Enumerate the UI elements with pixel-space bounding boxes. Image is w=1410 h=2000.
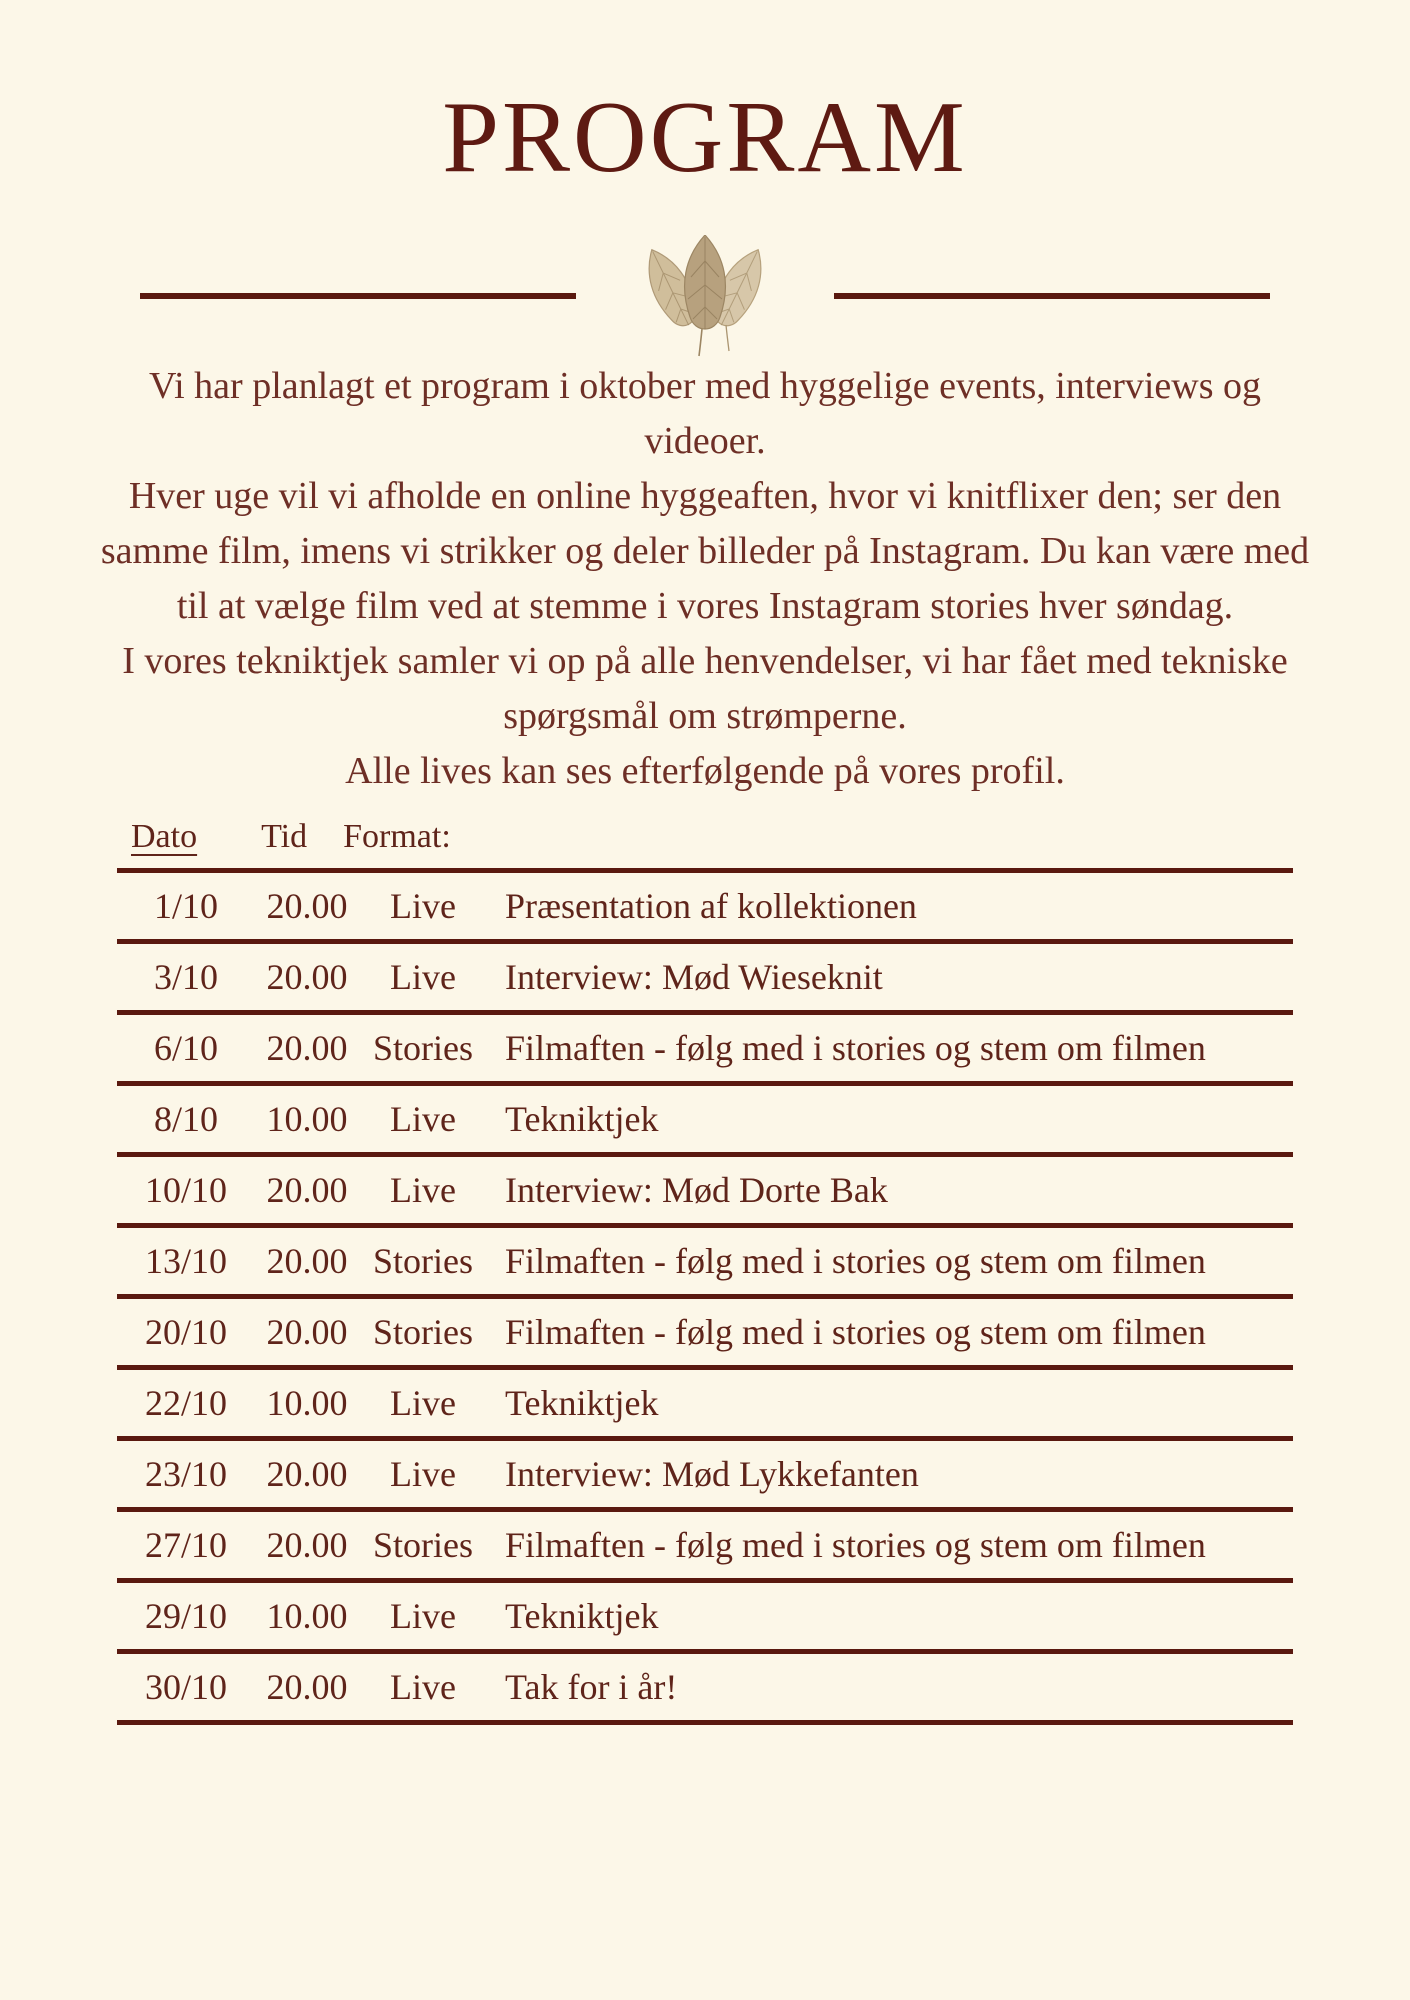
table-cell-time: 20.00 (266, 885, 348, 926)
table-cell-format: Stories (372, 1311, 473, 1352)
table-cell-date: 22/10 (144, 1382, 227, 1423)
table-row (117, 1086, 1293, 1157)
table-cell-description: Filmaften - følg med i stories og stem om filmen (505, 1311, 1206, 1352)
table-cell-time: 10.00 (266, 1382, 348, 1423)
autumn-leaves-icon (576, 235, 834, 357)
intro-text (98, 359, 1313, 799)
table-row (117, 1299, 1293, 1370)
program-table-body (117, 873, 1293, 1725)
table-row (117, 1370, 1293, 1441)
table-cell-format: Live (390, 956, 456, 997)
title-divider (0, 235, 1410, 357)
table-row (117, 1441, 1293, 1512)
intro-paragraph-4: Alle lives kan ses efterfølgende på vores profil. (345, 749, 1065, 792)
table-cell-date: 8/10 (153, 1098, 218, 1139)
table-cell-format: Live (390, 1382, 456, 1423)
table-cell-format: Stories (372, 1240, 473, 1281)
table-cell-description: Præsentation af kollektionen (505, 885, 917, 926)
table-cell-description: Tak for i år! (505, 1666, 678, 1707)
table-cell-description: Tekniktjek (505, 1382, 659, 1423)
table-cell-description: Tekniktjek (505, 1098, 659, 1139)
table-cell-time: 10.00 (266, 1098, 348, 1139)
table-row (117, 1654, 1293, 1725)
table-cell-time: 20.00 (266, 1453, 348, 1494)
table-cell-date: 29/10 (144, 1595, 227, 1636)
table-cell-format: Stories (372, 1027, 473, 1068)
table-cell-format: Live (390, 885, 456, 926)
column-header-dato: Dato (131, 817, 198, 855)
table-cell-format: Live (390, 1453, 456, 1494)
divider-line-right (834, 293, 1270, 299)
table-cell-time: 10.00 (266, 1595, 348, 1636)
table-cell-format: Live (390, 1098, 456, 1139)
table-cell-time: 20.00 (266, 1240, 348, 1281)
table-row (117, 1228, 1293, 1299)
table-row (117, 1157, 1293, 1228)
table-cell-time: 20.00 (266, 1524, 348, 1565)
table-cell-time: 20.00 (266, 1027, 348, 1068)
column-header-tid: Tid (261, 817, 308, 855)
table-cell-date: 30/10 (144, 1666, 227, 1707)
table-cell-time: 20.00 (266, 1169, 348, 1210)
page-title: PROGRAM (442, 81, 968, 194)
table-cell-date: 23/10 (144, 1453, 227, 1494)
program-table (117, 815, 1293, 1725)
table-cell-date: 6/10 (153, 1027, 218, 1068)
table-cell-description: Interview: Mød Lykkefanten (505, 1453, 919, 1494)
table-row (117, 1583, 1293, 1654)
table-cell-date: 3/10 (153, 956, 218, 997)
table-cell-description: Tekniktjek (505, 1595, 659, 1636)
column-header-format: Format: (343, 817, 451, 855)
table-cell-format: Live (390, 1169, 456, 1210)
table-row (117, 1015, 1293, 1086)
table-row (117, 873, 1293, 944)
table-cell-format: Live (390, 1595, 456, 1636)
table-cell-description: Filmaften - følg med i stories og stem om filmen (505, 1027, 1206, 1068)
table-cell-description: Filmaften - følg med i stories og stem om filmen (505, 1240, 1206, 1281)
table-cell-format: Live (390, 1666, 456, 1707)
table-cell-format: Stories (372, 1524, 473, 1565)
table-cell-description: Interview: Mød Dorte Bak (505, 1169, 888, 1210)
table-cell-time: 20.00 (266, 956, 348, 997)
table-cell-date: 10/10 (144, 1169, 227, 1210)
table-row (117, 944, 1293, 1015)
table-cell-description: Interview: Mød Wieseknit (505, 956, 883, 997)
intro-paragraph-1: Vi har planlagt et program i oktober med hyggelige events, interviews og videoer. (148, 364, 1262, 462)
intro-paragraph-3: I vores tekniktjek samler vi op på alle henvendelser, vi har fået med tekniske spørgsmål om strømperne. (122, 639, 1288, 737)
intro-paragraph-2: Hver uge vil vi afholde en online hyggeaften, hvor vi knitflixer den; ser den samme film, imens vi strikker og deler billeder på Instagram. Du kan være med til at vælge film ved at stemme i vores Instagram stories hver søndag. (100, 474, 1310, 627)
table-cell-date: 27/10 (144, 1524, 227, 1565)
table-row (117, 1512, 1293, 1583)
table-cell-time: 20.00 (266, 1666, 348, 1707)
table-cell-description: Filmaften - følg med i stories og stem om filmen (505, 1524, 1206, 1565)
divider-line-left (140, 293, 576, 299)
table-cell-time: 20.00 (266, 1311, 348, 1352)
table-cell-date: 1/10 (153, 885, 218, 926)
table-header (117, 815, 1293, 873)
table-cell-date: 13/10 (144, 1240, 227, 1281)
table-cell-date: 20/10 (144, 1311, 227, 1352)
